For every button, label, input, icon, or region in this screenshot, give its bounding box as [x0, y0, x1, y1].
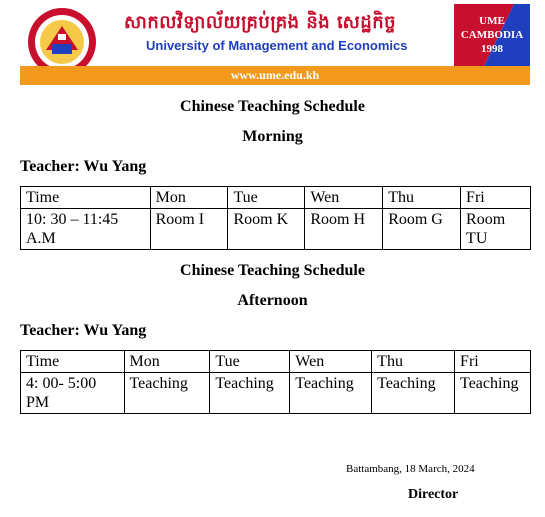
- afternoon-teacher-label: Teacher: Wu Yang: [20, 322, 147, 339]
- header-cell-time: Time: [21, 351, 125, 373]
- header-cell-tue: Tue: [210, 351, 290, 373]
- morning-teacher-label: Teacher: Wu Yang: [20, 158, 147, 175]
- header-cell-thu: Thu: [372, 351, 455, 373]
- header-cell-time: Time: [21, 187, 151, 209]
- place-and-date: Battambang, 18 March, 2024: [346, 463, 475, 475]
- tue-cell: Teaching: [210, 373, 290, 414]
- time-cell: 10: 30 – 11:45 A.M: [21, 209, 151, 250]
- header-cell-mon: Mon: [150, 187, 228, 209]
- ume-badge: [454, 4, 530, 66]
- thu-cell: Teaching: [372, 373, 455, 414]
- english-university-name: University of Management and Economics: [146, 38, 408, 53]
- wen-cell: Teaching: [290, 373, 372, 414]
- header-cell-wen: Wen: [290, 351, 372, 373]
- badge-text: [454, 14, 530, 56]
- table-header-row: [21, 187, 531, 209]
- mon-cell: Teaching: [124, 373, 210, 414]
- signatory-title: Director: [408, 487, 459, 502]
- header-cell-wen: Wen: [305, 187, 383, 209]
- khmer-university-name: សាកលវិទ្យាល័យគ្រប់គ្រង និង សេដ្ឋកិច្ច: [124, 12, 397, 33]
- website-url[interactable]: www.ume.edu.kh: [230, 68, 320, 82]
- badge-line-1: UME: [479, 15, 505, 27]
- header-cell-mon: Mon: [124, 351, 210, 373]
- table-row: [21, 209, 531, 250]
- thu-cell: Room G: [383, 209, 461, 250]
- morning-schedule-title: Chinese Teaching Schedule: [180, 98, 365, 115]
- afternoon-schedule-table: [20, 350, 531, 414]
- fri-cell: Teaching: [455, 373, 531, 414]
- time-cell: 4: 00- 5:00 PM: [21, 373, 125, 414]
- fri-cell: Room TU: [461, 209, 531, 250]
- tue-cell: Room K: [228, 209, 305, 250]
- table-header-row: [21, 351, 531, 373]
- header-cell-fri: Fri: [455, 351, 531, 373]
- morning-schedule-table: [20, 186, 531, 250]
- badge-line-3: 1998: [481, 43, 503, 55]
- header-cell-tue: Tue: [228, 187, 305, 209]
- mon-cell: Room I: [150, 209, 228, 250]
- afternoon-schedule-title: Chinese Teaching Schedule: [180, 262, 365, 279]
- header-cell-fri: Fri: [461, 187, 531, 209]
- wen-cell: Room H: [305, 209, 383, 250]
- header-cell-thu: Thu: [383, 187, 461, 209]
- table-row: [21, 373, 531, 414]
- university-banner: [20, 4, 530, 82]
- afternoon-session-label: Afternoon: [237, 292, 308, 309]
- morning-session-label: Morning: [242, 128, 303, 145]
- badge-line-2: CAMBODIA: [460, 29, 524, 41]
